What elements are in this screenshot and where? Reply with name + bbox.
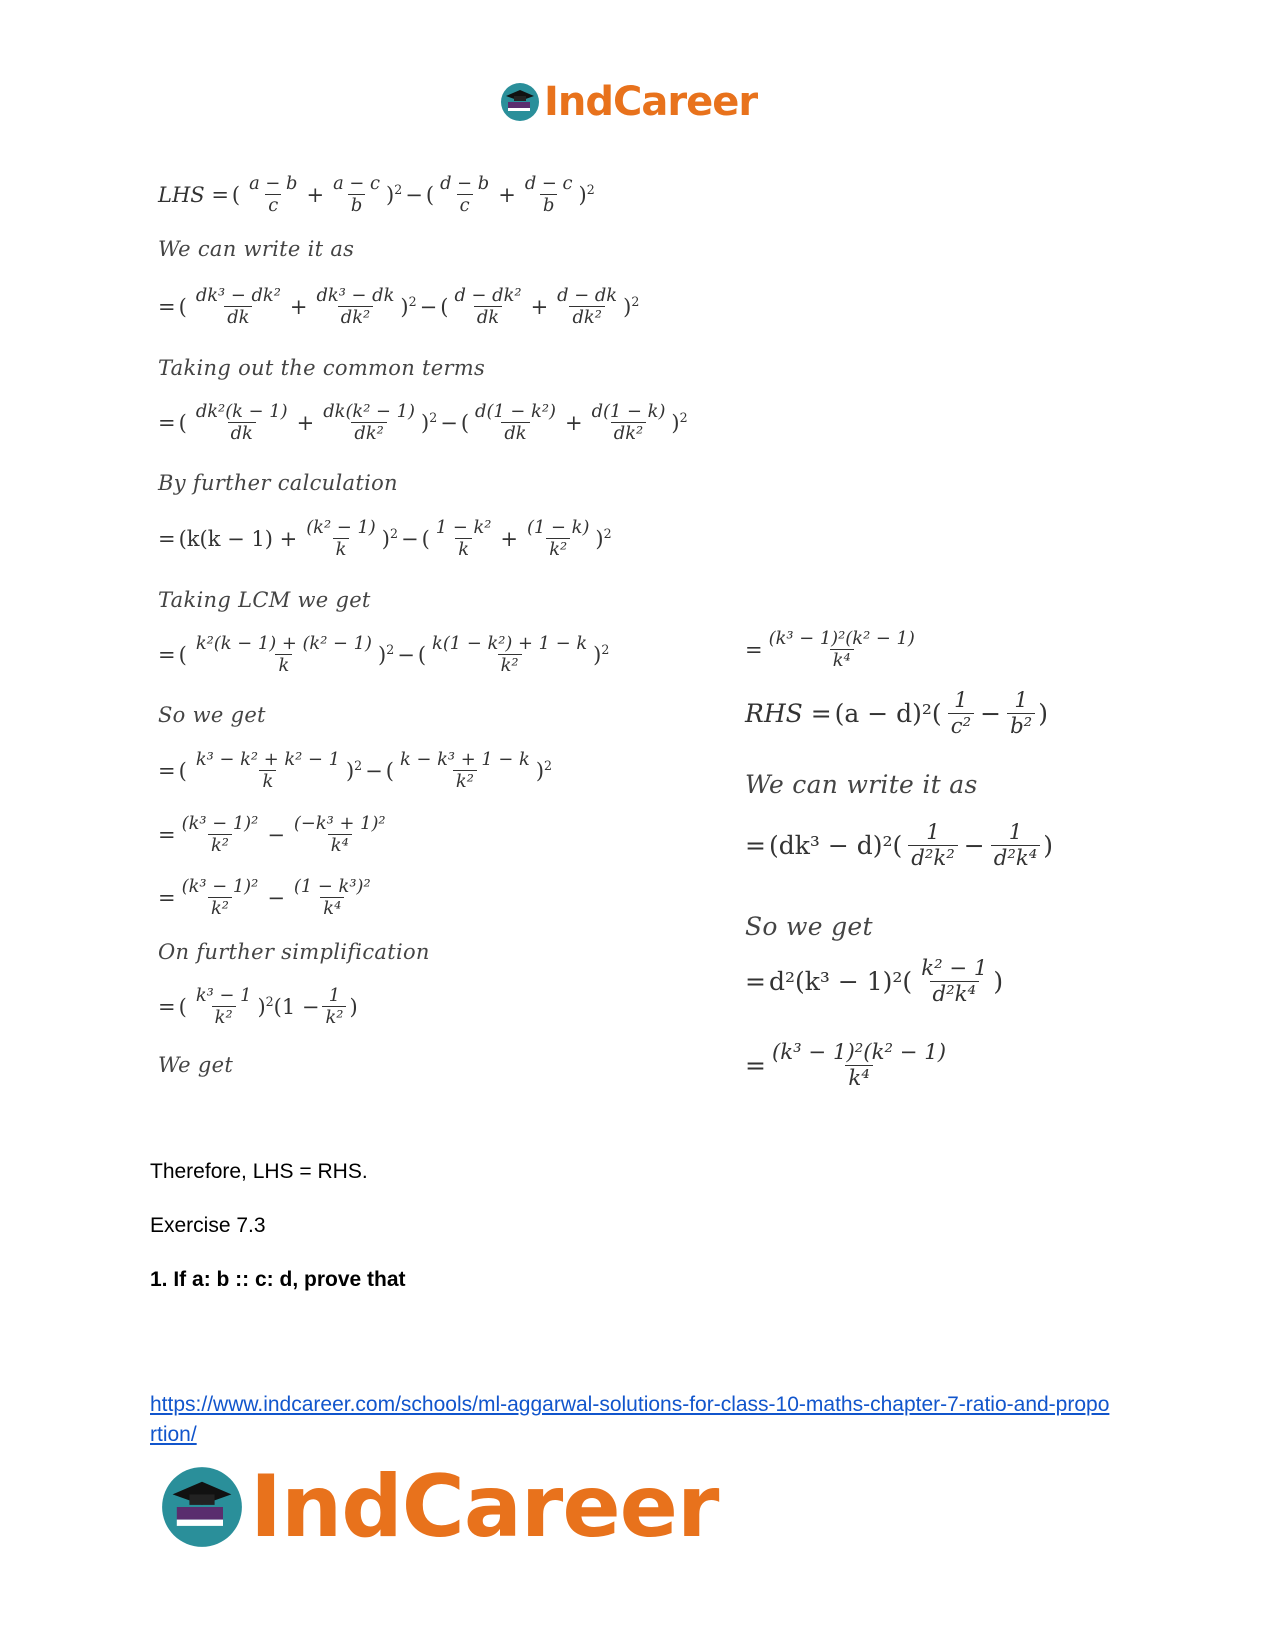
step-text: By further calculation [158, 471, 398, 495]
footer-logo [160, 1457, 719, 1557]
source-link[interactable]: https://www.indcareer.com/schools/ml-aggarwal-solutions-for-class-10-maths-chapter-7-ratio-and-proportion/ [150, 1393, 1110, 1446]
equation-line: = $\frac{\text{(k³ − 1)²}}{\text{k²}}$ − $\frac{\text{(1 − k³)²}}{\text{k⁴}}$ [158, 876, 371, 919]
step-text: Taking out the common terms [158, 356, 486, 380]
step-text: We can write it as [158, 237, 355, 261]
step-text: We can write it as [745, 770, 978, 799]
graduation-book-icon [160, 1465, 244, 1549]
graduation-book-icon [500, 82, 540, 122]
equation-line: = (dk³ − d)²( $\frac{1}{\text{d²k²}}$ − $\frac{1}{\text{d²k⁴}}$ ) [745, 820, 1054, 871]
rhs-expression: RHS = (a − d)²( $\frac{1}{\text{c²}}$ − $\frac{1}{\text{b²}}$ ) [745, 688, 1048, 739]
equation-line: = ( $\frac{\text{k²(k − 1) + (k² − 1)}}{k}$ )$^2$ − ( $\frac{\text{k(1 − k²) + 1 − k}}{\text{k²}}$ )$^2$ [158, 633, 610, 676]
equation-line: = ( $\frac{\text{dk³ − dk²}}{dk}$ + $\frac{\text{dk³ − dk}}{\text{dk²}}$ )$^2$ − ( $\frac{\text{d − dk²}}{dk}$ + $\frac{d - dk}{\text{dk²}}$ )$^2$ [158, 285, 640, 328]
equation-line: = d²(k³ − 1)²( $\frac{\text{k² − 1}}{\text{d²k⁴}}$ ) [745, 956, 1004, 1007]
header-logo [500, 80, 757, 124]
equation-line: = $\frac{\text{(k³ − 1)²}}{\text{k²}}$ − $\frac{\text{(−k³ + 1)²}}{\text{k⁴}}$ [158, 813, 386, 856]
logo-wordmark: IndCareer [250, 1457, 719, 1557]
question-text: 1. If a: b :: c: d, prove that [150, 1268, 406, 1291]
step-text: So we get [745, 912, 873, 941]
step-text: So we get [158, 703, 266, 727]
equation-line: = (k(k − 1) + $\frac{\text{(k² − 1)}}{k}$ )$^2$ − ( $\frac{\text{1 − k²}}{k}$ + $\frac{(1 - k)}{\text{k²}}$ )$^2$ [158, 517, 612, 560]
equation-line: = $\frac{\text{(k³ − 1)²(k² − 1)}}{\text{k⁴}}$ [745, 1040, 947, 1091]
conclusion-text: Therefore, LHS = RHS. [150, 1160, 368, 1183]
lhs-expression: LHS = ( $\frac{a - b}{c}$ + $\frac{a - c}{b}$ )$^2$ − ( $\frac{d - b}{c}$ + $\frac{d - c}{b}$ )$^2$ [158, 173, 595, 216]
exercise-heading: Exercise 7.3 [150, 1214, 266, 1237]
step-text: On further simplification [158, 940, 430, 964]
step-text: Taking LCM we get [158, 588, 371, 612]
equation-line: = ( $\frac{\text{k³ − k² + k² − 1}}{k}$ )$^2$ − ( $\frac{\text{k − k³ + 1 − k}}{\text{k²}}$ )$^2$ [158, 749, 553, 792]
step-text: We get [158, 1053, 234, 1077]
equation-line: = $\frac{\text{(k³ − 1)²(k² − 1)}}{\text{k⁴}}$ [745, 628, 915, 671]
logo-wordmark: IndCareer [544, 79, 758, 125]
equation-line: = ( $\frac{\text{k³ − 1}}{\text{k²}}$ )$^2$(1 − $\frac{1}{\text{k²}}$ ) [158, 985, 358, 1028]
equation-line: = ( $\frac{\text{dk²(k − 1)}}{dk}$ + $\frac{\text{dk(k² − 1)}}{\text{dk²}}$ )$^2$ − ( $\frac{\text{d(1 − k²)}}{dk}$ + $\frac{d(1 - k)}{\text{dk²}}$ )$^2$ [158, 401, 688, 444]
